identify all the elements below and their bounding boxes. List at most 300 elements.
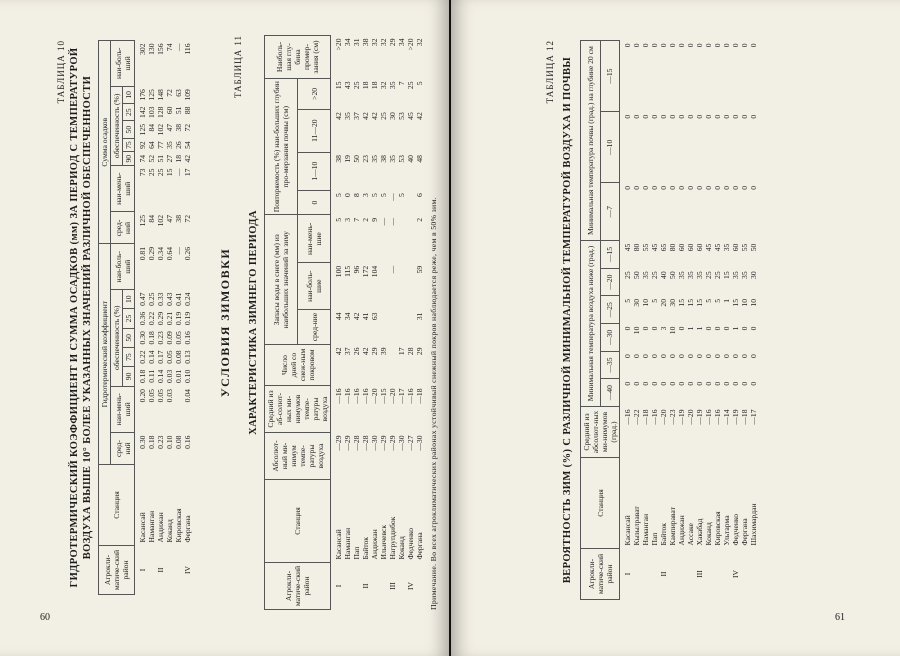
value-cell: 15 [686,299,695,307]
value-cell: —16 [704,409,713,425]
value-cell: —29 [343,435,352,451]
t11-h-maxdepth: Наиболь-шая глу-бина промер-зания (см) [265,36,331,79]
station-cell: Пап [650,532,659,546]
t11-h-freeze-col: 11—20 [298,109,331,152]
value-cell: 18 [370,81,379,90]
value-cell: 0 [677,354,686,359]
value-cell: 25 [406,81,415,90]
t10-h-prob-col: 90 [123,152,135,166]
value-cell: 0 [686,185,695,190]
value-cell: —19 [677,409,686,425]
value-cell: 15 [722,271,731,279]
value-cell: 50 [668,271,677,279]
value-cell: 0 [659,114,668,119]
value-cell: 0 [695,114,704,119]
value-cell: 0.01 [174,369,183,384]
value-cell: 0 [677,326,686,331]
t10-h-prob-col: 90 [123,367,135,386]
value-cell: 72 [183,123,192,132]
value-cell: 0 [623,43,632,48]
value-cell: 0 [632,354,641,359]
value-cell: 15 [165,168,174,177]
value-cell: 6 [415,193,424,198]
value-cell: — [379,217,388,226]
table-row [668,41,677,600]
value-cell: 35 [641,271,650,279]
value-cell: 0.43 [165,292,174,306]
value-cell: 30 [668,299,677,307]
value-cell: 0.36 [138,311,147,326]
value-cell: 35 [686,271,695,279]
station-cell: Касансай [138,512,147,543]
value-cell: 1 [722,299,731,303]
value-cell: 102 [156,215,165,227]
station-cell: Шахимардан [749,503,758,546]
value-cell: 0.30 [138,435,147,449]
value-cell: 15 [695,299,704,307]
region-cell [749,549,758,600]
t12-h-soil-col: —15 [600,41,620,112]
t10-h-prob-col: 75 [123,347,135,366]
value-cell: 40 [406,155,415,163]
value-cell: 0 [641,326,650,331]
value-cell: 42 [334,112,343,120]
value-cell: 84 [147,123,156,132]
region-cell [650,549,659,600]
t10-h-precip-prob: обеспеченность (%) [111,86,123,165]
value-cell: 0.18 [138,369,147,384]
value-cell: 45 [713,243,722,252]
value-cell: —16 [343,388,352,404]
table-row [331,36,344,610]
t12-h-soil-col: —7 [600,183,620,241]
value-cell: 0 [632,381,641,386]
value-cell: 0 [650,326,659,331]
t10-body [135,41,193,595]
value-cell: 0 [632,43,641,48]
region-cell [641,549,650,600]
station-cell: Касансай [334,529,343,560]
value-cell: 50 [749,243,758,252]
value-cell: 0 [623,185,632,190]
value-cell: 0 [731,381,740,386]
value-cell: 125 [147,89,156,101]
value-cell: 116 [183,43,192,55]
value-cell: 0.18 [147,435,156,449]
value-cell: —16 [361,388,370,404]
table-row [620,41,633,600]
value-cell: 38 [334,155,343,163]
value-cell: 0 [668,381,677,386]
value-cell: 23 [361,155,370,163]
value-cell: 0.26 [183,246,192,261]
value-cell: —20 [686,409,695,425]
station-cell: Хакабад [695,518,704,546]
value-cell: 0 [695,381,704,386]
value-cell: 0 [713,381,722,386]
page-number-left: 60 [40,612,50,623]
value-cell: 30 [388,112,397,120]
value-cell: 42 [370,112,379,120]
value-cell: 0 [677,43,686,48]
value-cell: 0 [722,381,731,386]
value-cell: 0.05 [147,389,156,403]
value-cell: —18 [415,388,424,404]
value-cell: —16 [352,388,361,404]
value-cell: 0 [686,43,695,48]
value-cell: 130 [147,43,156,55]
value-cell: 38 [379,155,388,163]
value-cell: 32 [379,38,388,47]
table12-caption: ТАБЛИЦА 12 [545,40,555,104]
value-cell: 0 [713,354,722,359]
table-row [388,36,397,610]
t10-h-precip-min: наи-мень-ший [111,166,135,212]
value-cell: 0 [749,381,758,386]
station-cell: Коканд [397,536,406,560]
value-cell: — [388,217,397,226]
value-cell [406,263,415,310]
t12-h-soil-col: —10 [600,112,620,183]
value-cell: 19 [343,155,352,163]
t11-h-station: Станция [265,480,331,563]
station-cell: Наманган [147,510,156,543]
station-cell: Коканд [165,519,174,543]
value-cell: 25 [713,271,722,279]
value-cell: 51 [156,154,165,163]
value-cell: 0 [641,185,650,190]
region-cell: III [695,570,704,578]
value-cell: 0.18 [147,331,156,345]
value-cell: 25 [156,168,165,177]
value-cell: 31 [415,312,424,321]
value-cell: —16 [623,409,632,425]
region-cell [174,546,183,595]
value-cell: 0 [650,114,659,119]
value-cell: 0.03 [165,369,174,384]
t12-h-mean: Средний из абсолют-ных ми-нимумов (град.) [581,407,620,458]
value-cell: 35 [740,271,749,279]
value-cell: 0.14 [147,350,156,364]
value-cell: 44 [334,312,343,321]
region-cell [740,549,749,600]
value-cell: 0.22 [138,350,147,364]
table-row [156,41,165,595]
value-cell: 29 [370,347,379,356]
station-cell: Наманган [641,513,650,546]
value-cell: 32 [370,38,379,47]
t10-h-prob-col: 25 [123,104,135,121]
value-cell: 10 [632,326,641,335]
t10-h-coef-prob: обеспеченность (%) [111,290,123,386]
table10 [98,40,192,595]
table11-title: ХАРАКТЕРИСТИКА ЗИМНЕГО ПЕРИОДА [248,210,259,435]
t10-h-coef-mean: сред-ний [111,433,135,465]
value-cell: 60 [677,243,686,252]
value-cell: 42 [352,312,361,321]
t12-h-air-col: —15 [600,241,620,269]
value-cell: 0.23 [156,435,165,449]
value-cell: 0 [704,381,713,386]
value-cell: 29 [388,38,397,47]
t10-h-prob-col: 50 [123,328,135,347]
table12 [580,40,758,600]
value-cell: 0.22 [147,311,156,326]
value-cell: 84 [147,215,156,223]
value-cell: 35 [388,155,397,163]
value-cell: 7 [397,81,406,86]
station-cell: Коканд [704,522,713,546]
t11-h-freeze-col: 0 [298,190,331,215]
value-cell: 59 [415,265,424,274]
value-cell: 18 [174,154,183,163]
value-cell: 0 [623,354,632,359]
table11-caption: ТАБЛИЦА 11 [233,35,243,99]
value-cell: 0 [740,185,749,190]
value-cell: —14 [722,409,731,425]
region-cell [415,563,424,610]
value-cell: —30 [397,435,406,451]
value-cell: —20 [659,409,668,425]
t12-h-air-col: —35 [600,351,620,379]
value-cell: 0.09 [165,331,174,345]
t11-h-freeze: Повторяемость (%) наи-больших глубин про-мерзания почвы (см) [265,79,298,215]
value-cell: 5 [397,193,406,198]
region-cell [713,549,722,600]
table-row [343,36,352,610]
value-cell [174,386,183,432]
t12-h-air-col: —20 [600,268,620,296]
table-row [722,41,731,600]
table-row [686,41,695,600]
t10-h-region: Агрокли-матиче-ский район [99,546,135,595]
t12-h-soil: Минимальная температура почвы (град.) на глубине 20 см [581,41,601,241]
value-cell: 0.41 [174,292,183,306]
value-cell: —17 [749,409,758,425]
value-cell [388,310,397,345]
value-cell: — [388,193,397,201]
region-cell: IV [406,582,415,591]
value-cell: 47 [165,123,174,132]
value-cell: —30 [370,435,379,451]
value-cell: 34 [343,38,352,47]
section-title: УСЛОВИЯ ЗИМОВКИ [218,247,232,398]
value-cell: 0.47 [138,292,147,306]
value-cell: 0.16 [183,435,192,449]
region-cell: II [361,583,370,589]
value-cell: >20 [334,38,343,51]
table-row [731,41,740,600]
value-cell [379,263,388,310]
value-cell: 35 [388,81,397,90]
value-cell: 0.08 [174,435,183,449]
station-cell: Пап [352,546,361,560]
value-cell: 73 [138,168,147,177]
table12-title: ВЕРОЯТНОСТЬ ЗИМ (%) С РАЗЛИЧНОЙ МИНИМАЛЬНОЙ ТЕМПЕРАТУРОЙ ВОЗДУХА И ПОЧВЫ [562,56,573,584]
table-row [704,41,713,600]
value-cell: 74 [138,154,147,163]
value-cell: 60 [731,243,740,252]
value-cell: —29 [379,435,388,451]
value-cell: 18 [361,81,370,90]
value-cell: 0 [713,185,722,190]
value-cell: 35 [343,112,352,120]
value-cell: 3 [659,326,668,331]
value-cell: 2 [361,217,370,222]
value-cell: 55 [641,243,650,252]
station-cell: Наманган [343,527,352,560]
value-cell: 26 [352,347,361,356]
value-cell [406,190,415,215]
value-cell: 37 [352,112,361,120]
station-cell: Федченко [731,514,740,546]
value-cell: 38 [174,123,183,132]
value-cell: 80 [632,243,641,252]
region-cell [722,549,731,600]
value-cell: 42 [361,112,370,120]
value-cell: 3 [361,193,370,198]
value-cell: 42 [361,347,370,356]
value-cell: 77 [156,141,165,149]
table-row [415,36,424,610]
value-cell: —22 [632,409,641,425]
value-cell: 50 [352,155,361,163]
value-cell: —27 [406,435,415,451]
value-cell: 109 [183,89,192,101]
value-cell: 0 [722,114,731,119]
value-cell: 25 [147,168,156,177]
value-cell [397,215,406,263]
value-cell: 0.10 [165,435,174,449]
value-cell: 0 [623,114,632,119]
value-cell: 35 [731,271,740,279]
table12-block [545,40,758,600]
value-cell: 45 [623,243,632,252]
region-cell [704,549,713,600]
value-cell: 35 [722,243,731,252]
value-cell: 25 [623,271,632,279]
value-cell: 92 [138,141,147,149]
table-row [695,41,704,600]
value-cell: 0.30 [138,331,147,345]
table11-note: Примечание. Во всех агроклиматических районах устойчивый снежный покров наблюдается реже, чем в 50% зим. [429,197,438,610]
value-cell: 53 [397,155,406,163]
value-cell: 115 [343,265,352,277]
value-cell: 8 [352,193,361,198]
value-cell: —29 [388,435,397,451]
value-cell: 0.04 [183,389,192,403]
t10-h-precip-mean: сред-ний [111,212,135,244]
region-cell [147,546,156,595]
t11-h-snow-min: наи-мень-шие [298,215,331,263]
value-cell: 10 [641,299,650,307]
t10-h-prob-col: 50 [123,121,135,138]
t11-body [331,36,425,610]
value-cell: 0 [749,43,758,48]
value-cell: 0 [659,185,668,190]
t11-h-snow-mean: сред-ние [298,310,331,345]
value-cell: 0.13 [183,350,192,364]
t10-h-precip: Сумма осадков [99,41,111,244]
value-cell: 37 [343,347,352,356]
value-cell: 0.08 [174,350,183,364]
value-cell: 72 [165,89,174,97]
value-cell: 0 [677,381,686,386]
value-cell: 9 [370,217,379,222]
region-cell: II [659,571,668,577]
t10-h-prob-col: 10 [123,290,135,309]
station-cell: Кировская [713,511,722,546]
value-cell: 0 [343,193,352,198]
value-cell: 0 [668,185,677,190]
value-cell: 0 [704,354,713,359]
value-cell: 0.14 [156,369,165,384]
table-row [352,36,361,610]
table-row [165,41,174,595]
value-cell: 148 [156,89,165,101]
station-cell: Байток [659,523,668,546]
value-cell: —16 [334,388,343,404]
value-cell: 0 [695,43,704,48]
value-cell: 2 [415,217,424,222]
value-cell: —30 [415,435,424,451]
value-cell: 31 [352,38,361,47]
value-cell: —18 [641,409,650,425]
value-cell [406,310,415,345]
station-cell: Кировская [174,508,183,543]
value-cell: —29 [334,435,343,451]
value-cell: 38 [174,215,183,223]
value-cell: 0 [749,354,758,359]
value-cell: 41 [361,312,370,321]
value-cell: 54 [183,141,192,149]
value-cell: 0.24 [183,292,192,306]
value-cell: 0.20 [138,389,147,403]
table10-caption: ТАБЛИЦА 10 [56,40,66,104]
value-cell [379,310,388,345]
value-cell: 40 [659,271,668,279]
table11-block [218,35,438,610]
value-cell: 0.33 [156,292,165,306]
table-row [361,36,370,610]
value-cell: 29 [415,347,424,356]
t11-h-region: Агрокли-матиче-ский район [265,563,331,610]
value-cell: 0.64 [165,246,174,261]
value-cell: 0 [749,326,758,331]
value-cell: 51 [174,106,183,115]
value-cell: 0.19 [183,311,192,326]
value-cell: —20 [370,388,379,404]
value-cell: 0 [686,381,695,386]
value-cell: 0 [740,354,749,359]
t11-h-meanabs: Средний из аб-солют-ных ми-нимумов темпе-ратуры воздуха [265,386,331,433]
value-cell: 5 [370,193,379,198]
value-cell: 0 [731,354,740,359]
value-cell [397,310,406,345]
region-cell [397,563,406,610]
value-cell: 10 [668,326,677,335]
value-cell: 0 [641,43,650,48]
region-cell: IV [731,570,740,579]
value-cell: 35 [370,155,379,163]
value-cell: 5 [704,299,713,303]
table-row [397,36,406,610]
value-cell: 0 [713,43,722,48]
value-cell: 0 [704,326,713,331]
value-cell: 20 [659,299,668,307]
station-cell: Ультарма [722,515,731,546]
value-cell: 5 [623,299,632,303]
